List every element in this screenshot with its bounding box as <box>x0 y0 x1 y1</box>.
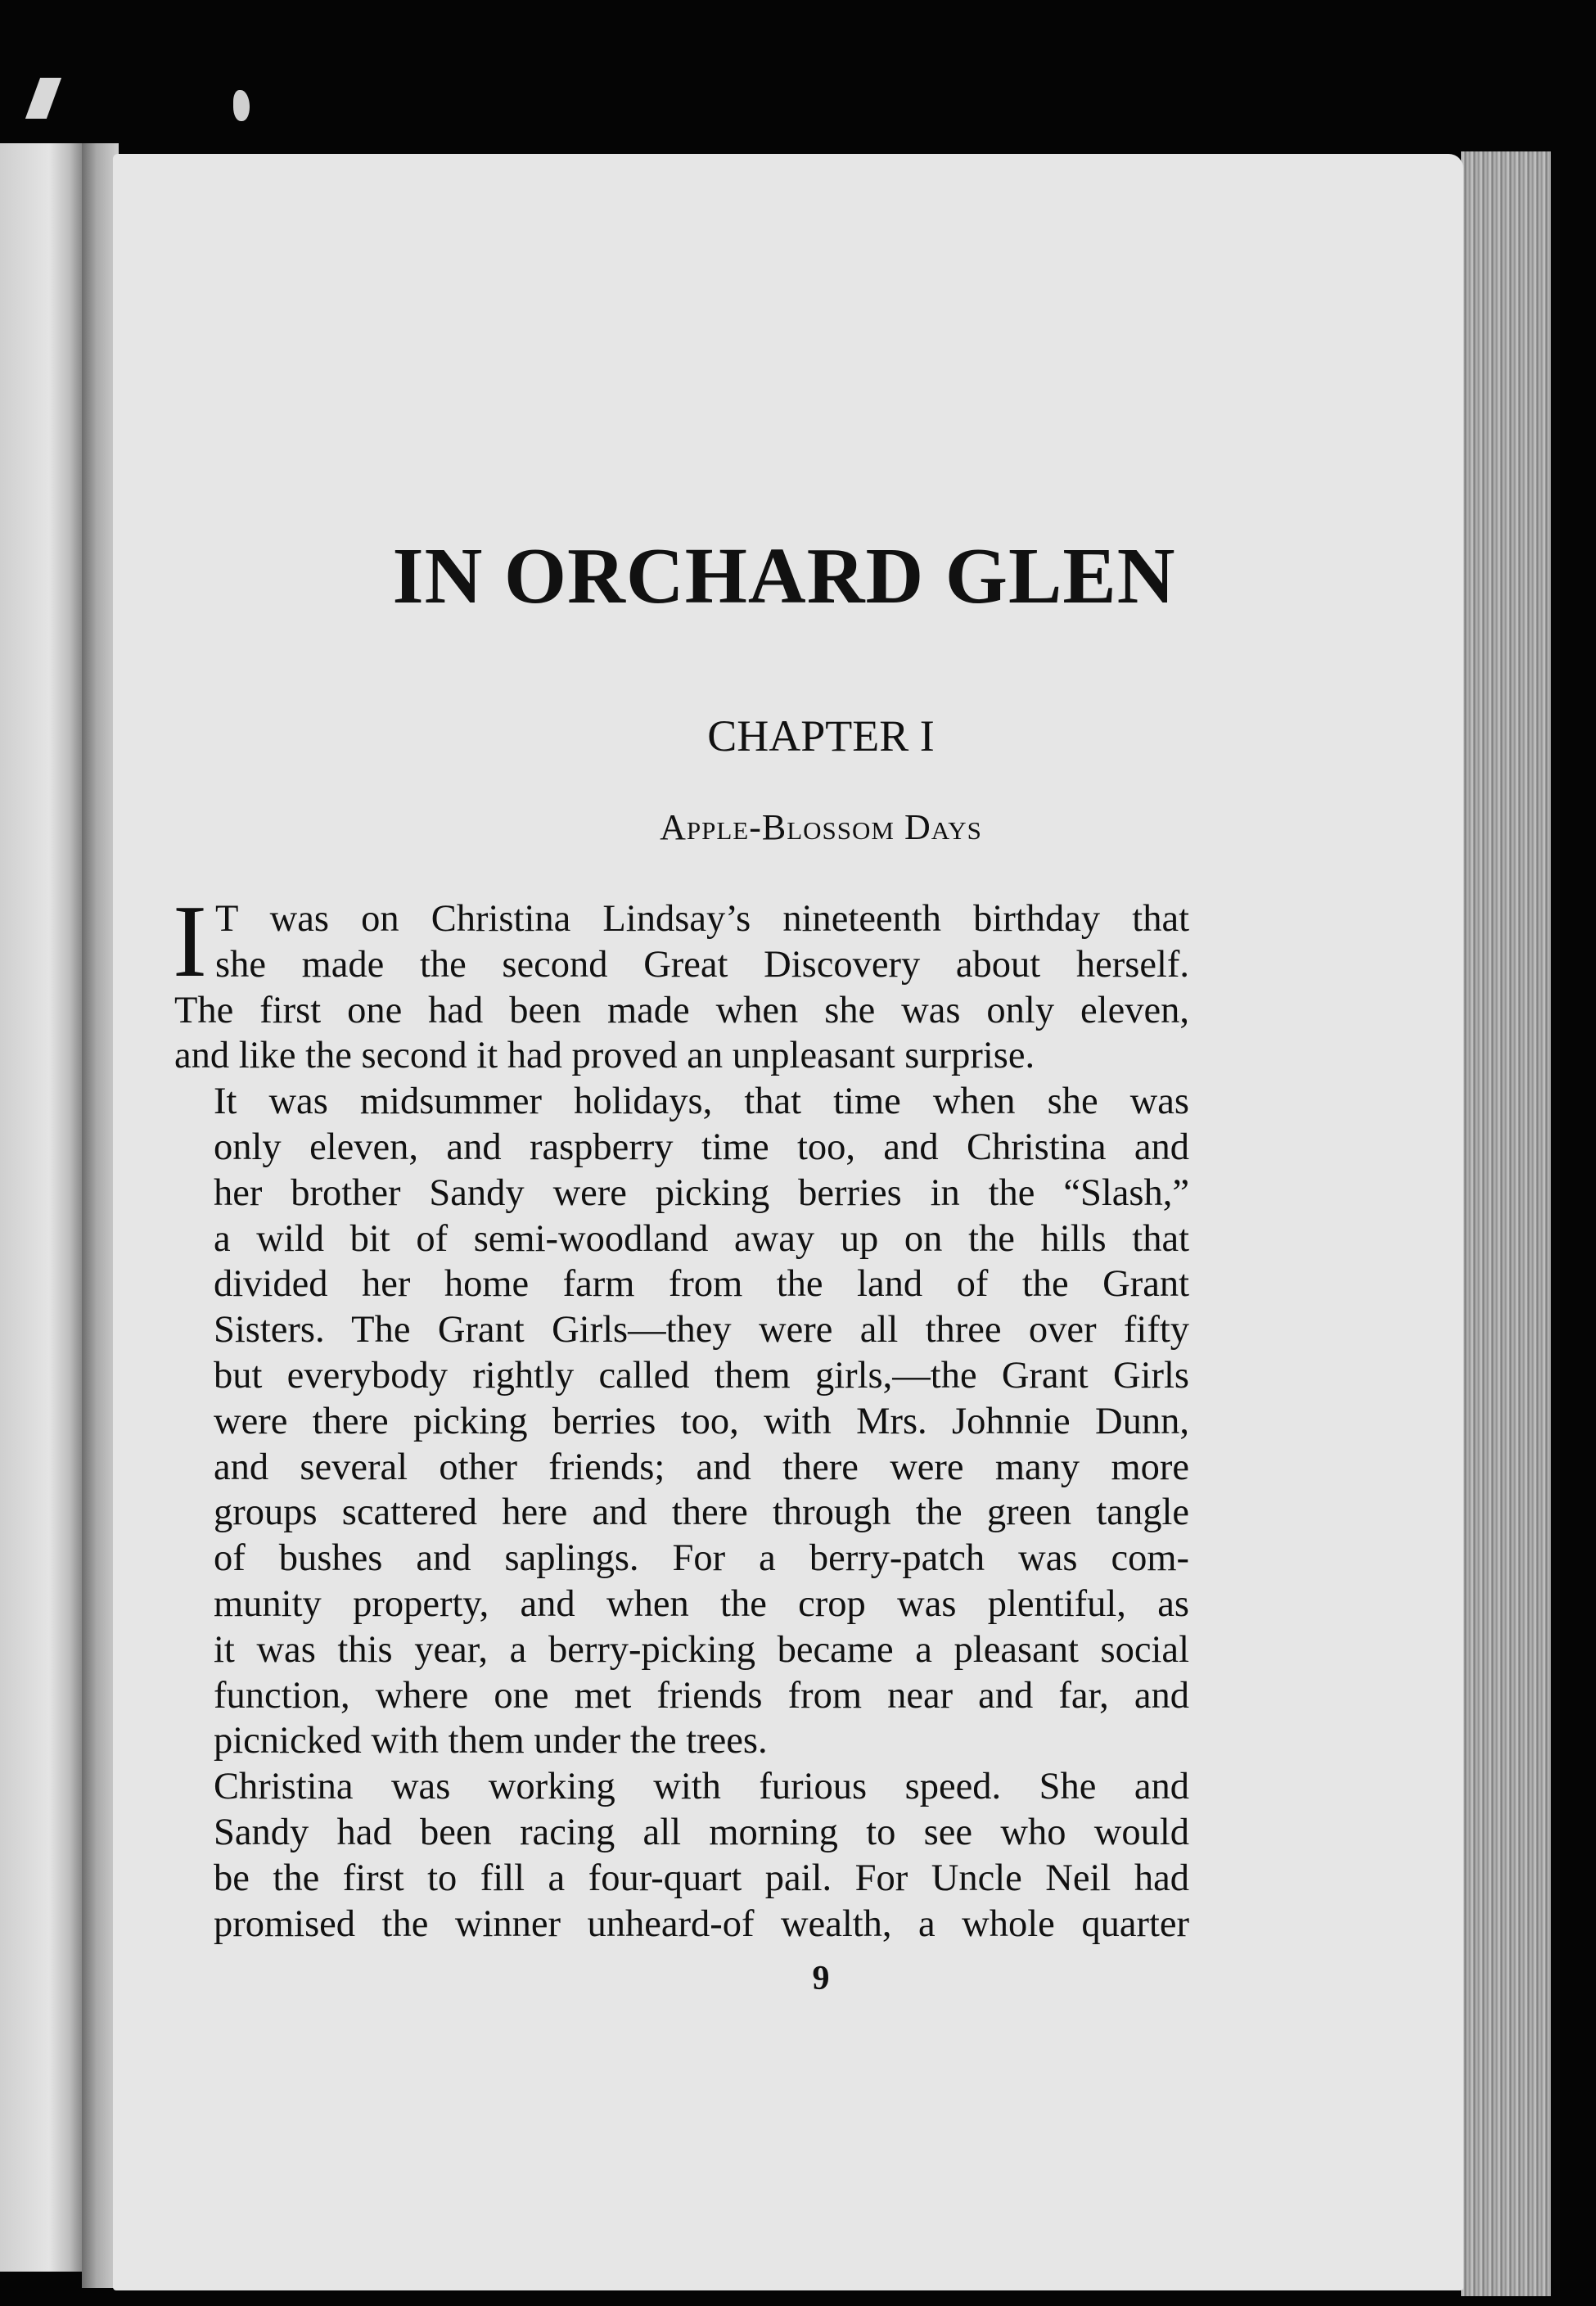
text-line: T was on Christina Lindsay’s nineteenth birthday that <box>214 898 1189 940</box>
text-line: it was this year, a berry-picking became a pleasant social <box>214 1628 1189 1671</box>
drop-cap: I <box>173 885 207 999</box>
chapter-title: Apple-Blossom Days <box>660 807 982 847</box>
scan-artifact-mark <box>25 78 61 119</box>
scan-border-top <box>0 0 1596 156</box>
text-line: Sisters. The Grant Girls—they were all three over fifty <box>214 1309 1189 1352</box>
text-line: Christina was working with furious speed. She and <box>214 1766 1189 1808</box>
text-line: picnicked with them under the trees. <box>214 1720 768 1762</box>
text-line: It was midsummer holidays, that time when she was <box>214 1081 1189 1123</box>
text-line: and like the second it had proved an unpleasant surprise. <box>174 1035 1035 1077</box>
text-line: of bushes and saplings. For a berry-patch was com- <box>214 1537 1189 1580</box>
text-line: be the first to fill a four-quart pail. For Uncle Neil had <box>214 1857 1189 1899</box>
text-line: promised the winner unheard-of wealth, a whole quarter <box>214 1902 1189 1945</box>
scan-artifact-mark <box>233 90 250 121</box>
page-stack-edges <box>1461 151 1551 2296</box>
text-line: Sandy had been racing all morning to see who would <box>214 1811 1189 1853</box>
text-line: and several other friends; and there were many more <box>214 1446 1189 1488</box>
text-line: divided her home farm from the land of the Grant <box>214 1263 1189 1306</box>
chapter-label: CHAPTER I <box>707 711 935 760</box>
text-line: The first one had been made when she was only eleven, <box>174 989 1189 1031</box>
text-line: munity property, and when the crop was plentiful, as <box>214 1582 1189 1625</box>
chapter-body-text <box>173 885 1189 1947</box>
facing-page-edge <box>0 143 82 2272</box>
text-line: she made the second Great Discovery about herself. <box>214 943 1189 986</box>
text-line: but everybody rightly called them girls,—the Grant Girls <box>214 1354 1189 1397</box>
paragraph <box>174 1079 1189 1764</box>
text-line: only eleven, and raspberry time too, and Christina and <box>214 1126 1189 1168</box>
text-line: a wild bit of semi-woodland away up on the hills that <box>214 1217 1189 1260</box>
book-title: IN ORCHARD GLEN <box>392 532 1176 620</box>
text-line: her brother Sandy were picking berries in the “Slash,” <box>214 1171 1189 1214</box>
text-line: were there picking berries too, with Mrs. Johnnie Dunn, <box>214 1400 1189 1442</box>
paragraph <box>173 885 1189 1079</box>
text-line: groups scattered here and there through the green tangle <box>214 1491 1189 1534</box>
page-number: 9 <box>812 1960 830 1997</box>
text-line: function, where one met friends from near and far, and <box>214 1674 1189 1717</box>
paragraph <box>174 1764 1189 1947</box>
